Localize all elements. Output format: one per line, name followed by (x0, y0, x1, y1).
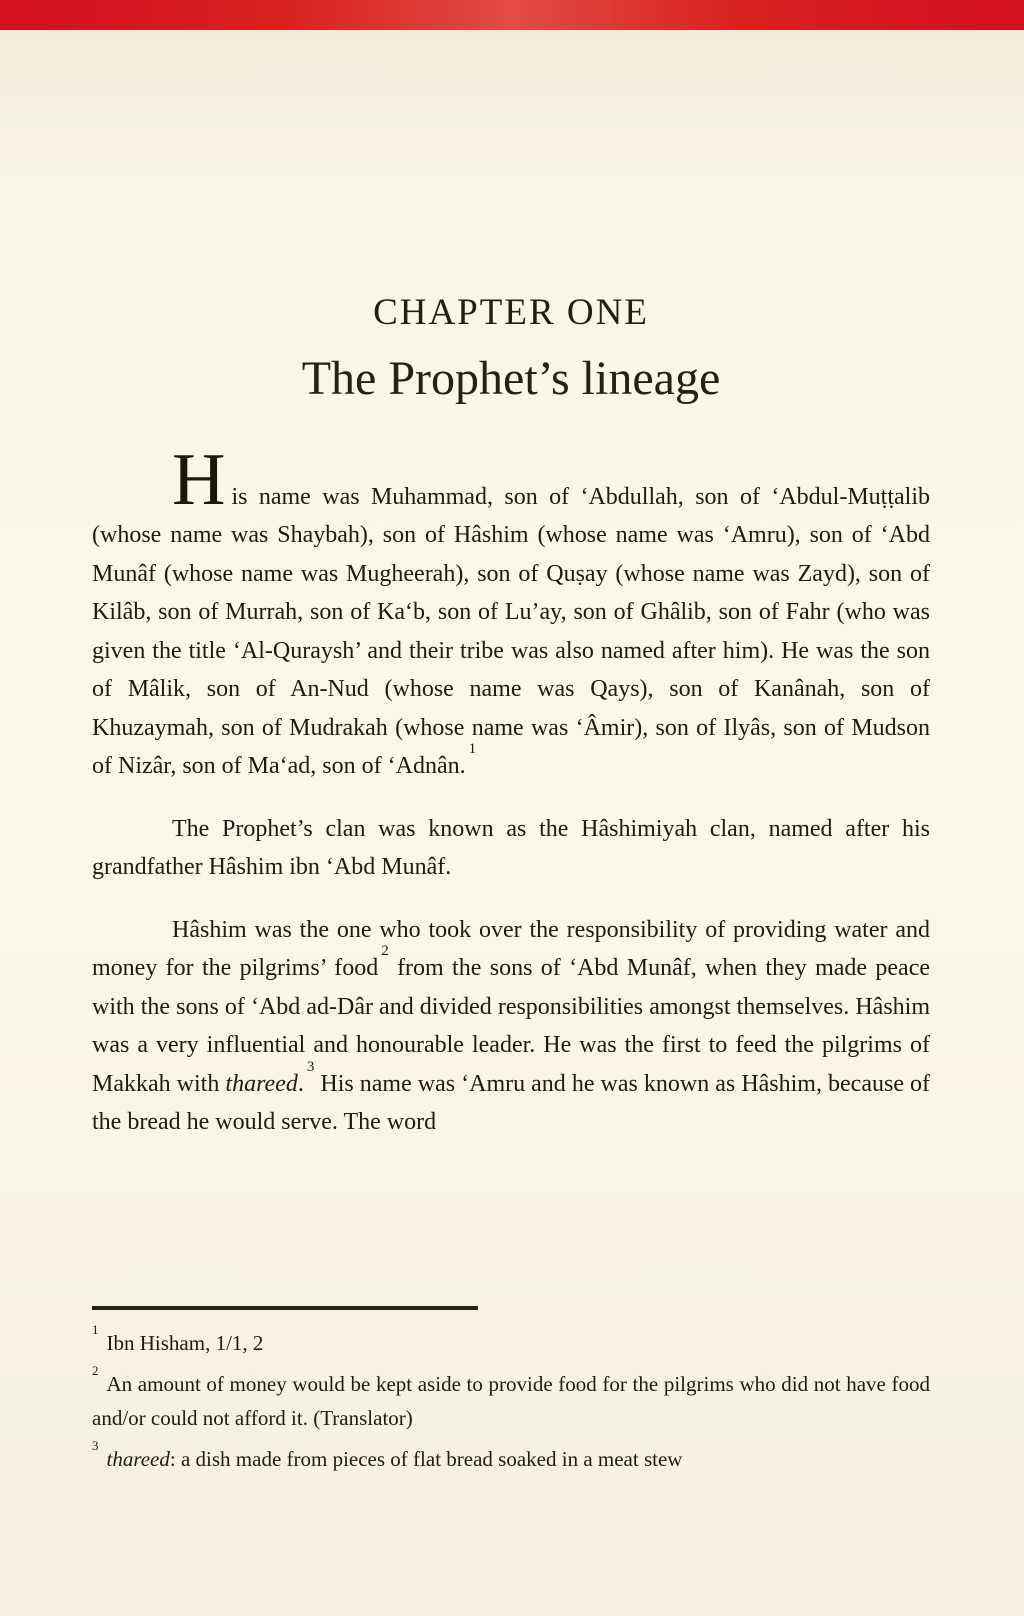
footnote-ref-3: 3 (306, 1058, 315, 1075)
footnote-3 (92, 1438, 930, 1476)
footnote-text: : a dish made from pieces of flat bread soaked in a meat stew (169, 1447, 683, 1471)
initial-capital: H (172, 438, 227, 521)
paragraph-text: . (297, 1070, 304, 1097)
footnotes-section (92, 1306, 930, 1483)
footnote-number-3: 3 (92, 1438, 99, 1453)
paragraph-text: from the sons of ‘Abd Munâf, when they made peace with the sons of ‘Abd ad-Dâr and divided responsibilities amongst themselves. Hâshim was a very influential and honourable leader. He was the first to feed the pilgrims of Makkah with (92, 955, 930, 1097)
paragraph-hashim (92, 911, 930, 1142)
footnote-separator-rule (92, 1306, 478, 1310)
footnote-ref-2: 2 (381, 943, 389, 960)
footnote-number-2: 2 (92, 1363, 99, 1378)
paragraph-lineage (92, 438, 930, 786)
paragraph-clan: The Prophet’s clan was known as the Hâshimiyah clan, named after his grandfather Hâshim ibn ‘Abd Munâf. (92, 815, 930, 881)
italic-term: thareed (225, 1070, 298, 1097)
chapter-label: CHAPTER ONE (373, 292, 649, 333)
footnote-number-1: 1 (92, 1322, 99, 1337)
paragraph-text: His name was ‘Amru and he was known as Hâshim, because of the bread he would serve. The word (92, 1070, 930, 1136)
italic-term: thareed (106, 1447, 170, 1471)
paragraph-text: is name was Muhammad, son of ‘Abdullah, son of ‘Abdul-Muṭṭalib (whose name was Shaybah), son of Hâshim (whose name was ‘Amru), son of ‘Abd Munâf (whose name was Mugheerah), son of Quṣay (whose name was Zayd), son of Kilâb, son of Murrah, son of Ka‘b, son of Lu’ay, son of Ghâlib, son of Fahr (who was given the title ‘Al-Quraysh’ and their tribe was also named after him). He was the son of Mâlik, son of An-Nud (whose name was Qays), son of Kanânah, son of Khuzaymah, son of Mudrakah (whose name was ‘Âmir), son of Ilyâs, son of Mudson of Nizâr, son of Ma‘ad, son of ‘Adnân. (92, 483, 930, 780)
book-cover-edge (0, 0, 1024, 30)
footnote-text: An amount of money would be kept aside to provide food for the pilgrims who did not have food and/or could not afford it. (Translator) (92, 1372, 930, 1430)
footnote-1 (92, 1322, 930, 1360)
paragraph-text: Hâshim was the one who took over the responsibility of providing water and money for the pilgrims’ food (92, 916, 930, 982)
footnote-ref-1: 1 (468, 741, 477, 758)
footnote-2 (92, 1363, 930, 1435)
footnote-text: Ibn Hisham, 1/1, 2 (106, 1331, 264, 1355)
page-title: The Prophet’s lineage (301, 351, 721, 405)
